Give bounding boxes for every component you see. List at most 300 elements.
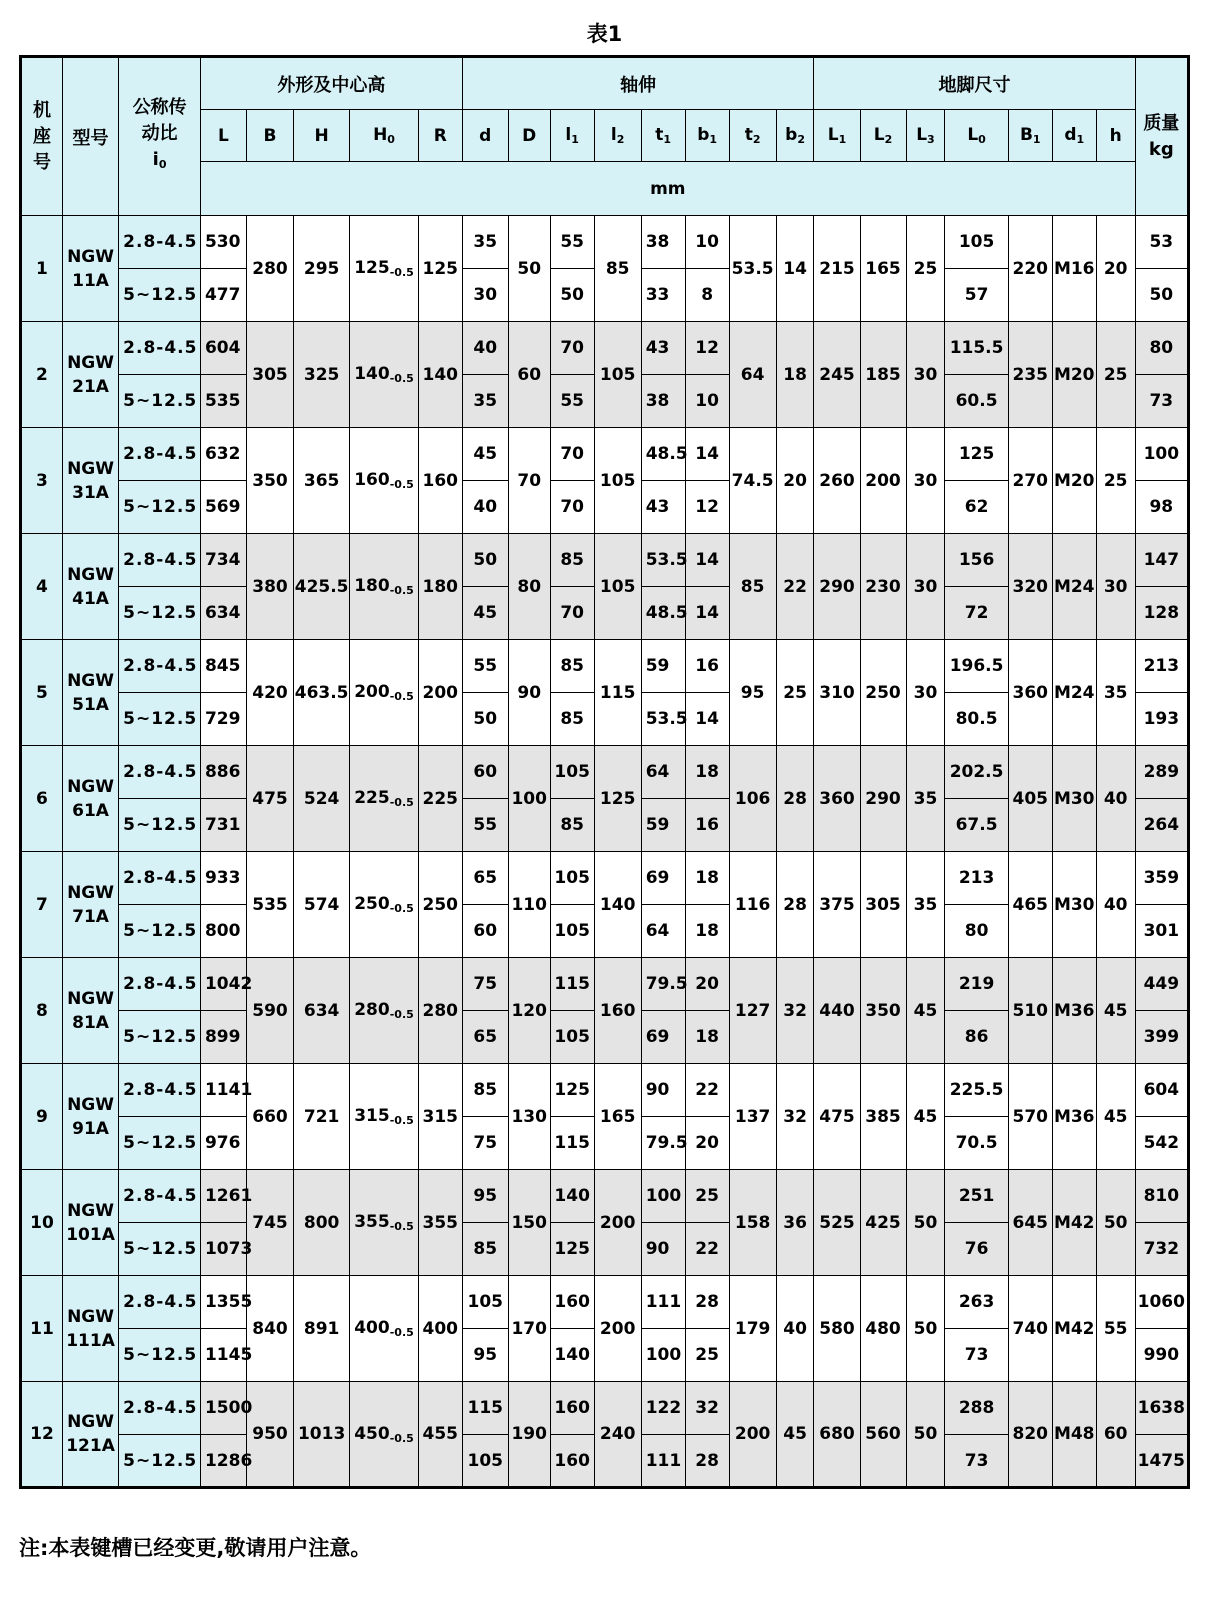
R-cell: 400 bbox=[418, 1276, 462, 1382]
b1-cell: 12 bbox=[685, 481, 729, 534]
L-cell: 899 bbox=[200, 1011, 246, 1064]
group-shape-header: 外形及中心高 bbox=[200, 57, 462, 110]
L-cell: 1500 bbox=[200, 1382, 246, 1435]
l1-cell: 70 bbox=[550, 587, 594, 640]
mass-cell: 604 bbox=[1135, 1064, 1188, 1117]
L3-cell: 30 bbox=[906, 640, 945, 746]
b2-cell: 36 bbox=[776, 1170, 814, 1276]
L-cell: 530 bbox=[200, 216, 246, 269]
L2-cell: 480 bbox=[860, 1276, 906, 1382]
d-cell: 75 bbox=[462, 1117, 508, 1170]
L0-cell: 73 bbox=[945, 1329, 1008, 1382]
L-cell: 933 bbox=[200, 852, 246, 905]
col-header: $b_2$ bbox=[776, 110, 814, 162]
b1-cell: 22 bbox=[685, 1064, 729, 1117]
L3-cell: 35 bbox=[906, 746, 945, 852]
l1-cell: 140 bbox=[550, 1329, 594, 1382]
model-cell: NGW 111A bbox=[62, 1276, 118, 1382]
mass-cell: 449 bbox=[1135, 958, 1188, 1011]
d-cell: 60 bbox=[462, 905, 508, 958]
b2-cell: 20 bbox=[776, 428, 814, 534]
unit-header: mm bbox=[200, 162, 1135, 216]
mass-cell: 264 bbox=[1135, 799, 1188, 852]
mass-cell: 53 bbox=[1135, 216, 1188, 269]
b1-cell: 28 bbox=[685, 1276, 729, 1329]
R-cell: 140 bbox=[418, 322, 462, 428]
model-cell: NGW 121A bbox=[62, 1382, 118, 1488]
mass-cell: 147 bbox=[1135, 534, 1188, 587]
mass-cell: 289 bbox=[1135, 746, 1188, 799]
l2-cell: 140 bbox=[594, 852, 641, 958]
model-cell: NGW 61A bbox=[62, 746, 118, 852]
B1-cell: 740 bbox=[1008, 1276, 1052, 1382]
H0-cell: $250_{-0.5}$ bbox=[350, 852, 419, 958]
b1-cell: 14 bbox=[685, 428, 729, 481]
seat-cell: 9 bbox=[21, 1064, 63, 1170]
L0-cell: 80.5 bbox=[945, 693, 1008, 746]
l2-cell: 200 bbox=[594, 1276, 641, 1382]
b1-cell: 25 bbox=[685, 1170, 729, 1223]
L-cell: 604 bbox=[200, 322, 246, 375]
h-cell: 40 bbox=[1096, 746, 1135, 852]
L3-cell: 45 bbox=[906, 958, 945, 1064]
b1-cell: 20 bbox=[685, 958, 729, 1011]
mass-cell: 213 bbox=[1135, 640, 1188, 693]
t1-cell: 100 bbox=[641, 1170, 685, 1223]
t2-cell: 95 bbox=[729, 640, 776, 746]
mass-cell: 1638 bbox=[1135, 1382, 1188, 1435]
mass-cell: 193 bbox=[1135, 693, 1188, 746]
col-header: $t_1$ bbox=[641, 110, 685, 162]
L0-cell: 57 bbox=[945, 269, 1008, 322]
H-cell: 634 bbox=[294, 958, 350, 1064]
L0-cell: 115.5 bbox=[945, 322, 1008, 375]
L2-cell: 185 bbox=[860, 322, 906, 428]
t1-cell: 100 bbox=[641, 1329, 685, 1382]
H0-cell: $280_{-0.5}$ bbox=[350, 958, 419, 1064]
H-cell: 721 bbox=[294, 1064, 350, 1170]
l2-cell: 125 bbox=[594, 746, 641, 852]
model-header: 型号 bbox=[62, 57, 118, 216]
model-cell: NGW 31A bbox=[62, 428, 118, 534]
seat-cell: 12 bbox=[21, 1382, 63, 1488]
table-row bbox=[21, 1064, 1189, 1117]
D-cell: 190 bbox=[508, 1382, 550, 1488]
b1-cell: 10 bbox=[685, 375, 729, 428]
t1-cell: 69 bbox=[641, 852, 685, 905]
B-cell: 535 bbox=[246, 852, 293, 958]
col-header: $b_1$ bbox=[685, 110, 729, 162]
b2-cell: 32 bbox=[776, 958, 814, 1064]
b1-cell: 32 bbox=[685, 1382, 729, 1435]
mass-cell: 1475 bbox=[1135, 1435, 1188, 1488]
L3-cell: 50 bbox=[906, 1382, 945, 1488]
B-cell: 280 bbox=[246, 216, 293, 322]
mass-cell: 301 bbox=[1135, 905, 1188, 958]
mass-cell: 542 bbox=[1135, 1117, 1188, 1170]
L0-cell: 125 bbox=[945, 428, 1008, 481]
seat-header: 机 座 号 bbox=[21, 57, 63, 216]
D-cell: 110 bbox=[508, 852, 550, 958]
b1-cell: 14 bbox=[685, 587, 729, 640]
L0-cell: 67.5 bbox=[945, 799, 1008, 852]
L0-cell: 251 bbox=[945, 1170, 1008, 1223]
t1-cell: 79.5 bbox=[641, 958, 685, 1011]
L0-cell: 80 bbox=[945, 905, 1008, 958]
b1-cell: 20 bbox=[685, 1117, 729, 1170]
b1-cell: 14 bbox=[685, 693, 729, 746]
H0-cell: $225_{-0.5}$ bbox=[350, 746, 419, 852]
l1-cell: 85 bbox=[550, 534, 594, 587]
table-row bbox=[21, 746, 1189, 799]
L2-cell: 250 bbox=[860, 640, 906, 746]
l1-cell: 160 bbox=[550, 1276, 594, 1329]
L3-cell: 30 bbox=[906, 534, 945, 640]
h-cell: 40 bbox=[1096, 852, 1135, 958]
b1-cell: 18 bbox=[685, 746, 729, 799]
L1-cell: 310 bbox=[814, 640, 860, 746]
L2-cell: 165 bbox=[860, 216, 906, 322]
table-row bbox=[21, 852, 1189, 905]
h-cell: 30 bbox=[1096, 534, 1135, 640]
d-cell: 55 bbox=[462, 640, 508, 693]
l1-cell: 55 bbox=[550, 375, 594, 428]
t2-cell: 116 bbox=[729, 852, 776, 958]
t1-cell: 90 bbox=[641, 1223, 685, 1276]
table-row bbox=[21, 1382, 1189, 1435]
h-cell: 25 bbox=[1096, 428, 1135, 534]
L0-cell: 196.5 bbox=[945, 640, 1008, 693]
table-header bbox=[21, 57, 1189, 216]
L1-cell: 680 bbox=[814, 1382, 860, 1488]
t1-cell: 53.5 bbox=[641, 693, 685, 746]
t1-cell: 33 bbox=[641, 269, 685, 322]
R-cell: 200 bbox=[418, 640, 462, 746]
R-cell: 160 bbox=[418, 428, 462, 534]
l1-cell: 105 bbox=[550, 1011, 594, 1064]
h-cell: 35 bbox=[1096, 640, 1135, 746]
L1-cell: 260 bbox=[814, 428, 860, 534]
d1-cell: M24 bbox=[1052, 640, 1096, 746]
L0-cell: 219 bbox=[945, 958, 1008, 1011]
L-cell: 800 bbox=[200, 905, 246, 958]
l1-cell: 125 bbox=[550, 1223, 594, 1276]
ratio-cell: 5~12.5 bbox=[119, 1011, 201, 1064]
L-cell: 634 bbox=[200, 587, 246, 640]
seat-cell: 11 bbox=[21, 1276, 63, 1382]
L-cell: 731 bbox=[200, 799, 246, 852]
model-cell: NGW 11A bbox=[62, 216, 118, 322]
L3-cell: 30 bbox=[906, 428, 945, 534]
ratio-cell: 2.8-4.5 bbox=[119, 322, 201, 375]
D-cell: 130 bbox=[508, 1064, 550, 1170]
L-cell: 569 bbox=[200, 481, 246, 534]
ratio-cell: 2.8-4.5 bbox=[119, 1064, 201, 1117]
H0-cell: $400_{-0.5}$ bbox=[350, 1276, 419, 1382]
L1-cell: 375 bbox=[814, 852, 860, 958]
t2-cell: 74.5 bbox=[729, 428, 776, 534]
h-cell: 60 bbox=[1096, 1382, 1135, 1488]
d-cell: 50 bbox=[462, 534, 508, 587]
b1-cell: 25 bbox=[685, 1329, 729, 1382]
R-cell: 250 bbox=[418, 852, 462, 958]
mass-cell: 73 bbox=[1135, 375, 1188, 428]
B-cell: 350 bbox=[246, 428, 293, 534]
L0-cell: 156 bbox=[945, 534, 1008, 587]
ratio-cell: 5~12.5 bbox=[119, 587, 201, 640]
model-cell: NGW 101A bbox=[62, 1170, 118, 1276]
L-cell: 734 bbox=[200, 534, 246, 587]
B1-cell: 645 bbox=[1008, 1170, 1052, 1276]
L0-cell: 288 bbox=[945, 1382, 1008, 1435]
t1-cell: 38 bbox=[641, 216, 685, 269]
seat-cell: 7 bbox=[21, 852, 63, 958]
ratio-cell: 2.8-4.5 bbox=[119, 1170, 201, 1223]
mass-cell: 810 bbox=[1135, 1170, 1188, 1223]
R-cell: 315 bbox=[418, 1064, 462, 1170]
col-header: $L_2$ bbox=[860, 110, 906, 162]
table-row bbox=[21, 322, 1189, 375]
ratio-cell: 2.8-4.5 bbox=[119, 746, 201, 799]
t2-cell: 200 bbox=[729, 1382, 776, 1488]
l2-cell: 165 bbox=[594, 1064, 641, 1170]
col-header: D bbox=[508, 110, 550, 162]
H-cell: 365 bbox=[294, 428, 350, 534]
d-cell: 50 bbox=[462, 693, 508, 746]
ratio-cell: 2.8-4.5 bbox=[119, 1276, 201, 1329]
L2-cell: 560 bbox=[860, 1382, 906, 1488]
ratio-cell: 5~12.5 bbox=[119, 799, 201, 852]
table-row bbox=[21, 640, 1189, 693]
d-cell: 95 bbox=[462, 1329, 508, 1382]
d-cell: 85 bbox=[462, 1223, 508, 1276]
H0-cell: $160_{-0.5}$ bbox=[350, 428, 419, 534]
seat-cell: 6 bbox=[21, 746, 63, 852]
d-cell: 85 bbox=[462, 1064, 508, 1117]
R-cell: 180 bbox=[418, 534, 462, 640]
h-cell: 20 bbox=[1096, 216, 1135, 322]
B1-cell: 405 bbox=[1008, 746, 1052, 852]
b1-cell: 18 bbox=[685, 905, 729, 958]
model-cell: NGW 71A bbox=[62, 852, 118, 958]
d-cell: 75 bbox=[462, 958, 508, 1011]
mass-cell: 80 bbox=[1135, 322, 1188, 375]
H-cell: 891 bbox=[294, 1276, 350, 1382]
model-cell: NGW 91A bbox=[62, 1064, 118, 1170]
d1-cell: M48 bbox=[1052, 1382, 1096, 1488]
H-cell: 295 bbox=[294, 216, 350, 322]
B-cell: 420 bbox=[246, 640, 293, 746]
mass-cell: 359 bbox=[1135, 852, 1188, 905]
t1-cell: 64 bbox=[641, 905, 685, 958]
L-cell: 1073 bbox=[200, 1223, 246, 1276]
col-header: $L_3$ bbox=[906, 110, 945, 162]
L0-cell: 76 bbox=[945, 1223, 1008, 1276]
t1-cell: 90 bbox=[641, 1064, 685, 1117]
H-cell: 1013 bbox=[294, 1382, 350, 1488]
b2-cell: 28 bbox=[776, 746, 814, 852]
L0-cell: 213 bbox=[945, 852, 1008, 905]
d-cell: 60 bbox=[462, 746, 508, 799]
seat-cell: 10 bbox=[21, 1170, 63, 1276]
l2-cell: 105 bbox=[594, 428, 641, 534]
L1-cell: 245 bbox=[814, 322, 860, 428]
model-cell: NGW 81A bbox=[62, 958, 118, 1064]
L-cell: 632 bbox=[200, 428, 246, 481]
b1-cell: 18 bbox=[685, 1011, 729, 1064]
ratio-cell: 2.8-4.5 bbox=[119, 958, 201, 1011]
l2-cell: 240 bbox=[594, 1382, 641, 1488]
col-header: d bbox=[462, 110, 508, 162]
B1-cell: 235 bbox=[1008, 322, 1052, 428]
L2-cell: 385 bbox=[860, 1064, 906, 1170]
R-cell: 125 bbox=[418, 216, 462, 322]
L-cell: 1286 bbox=[200, 1435, 246, 1488]
ratio-cell: 5~12.5 bbox=[119, 1223, 201, 1276]
ratio-cell: 2.8-4.5 bbox=[119, 534, 201, 587]
B1-cell: 465 bbox=[1008, 852, 1052, 958]
b1-cell: 14 bbox=[685, 534, 729, 587]
table-row bbox=[21, 428, 1189, 481]
seat-cell: 5 bbox=[21, 640, 63, 746]
col-header: $B_1$ bbox=[1008, 110, 1052, 162]
t1-cell: 48.5 bbox=[641, 428, 685, 481]
model-cell: NGW 51A bbox=[62, 640, 118, 746]
b1-cell: 28 bbox=[685, 1435, 729, 1488]
col-header: B bbox=[246, 110, 293, 162]
B1-cell: 320 bbox=[1008, 534, 1052, 640]
ratio-cell: 2.8-4.5 bbox=[119, 216, 201, 269]
l1-cell: 70 bbox=[550, 481, 594, 534]
B1-cell: 360 bbox=[1008, 640, 1052, 746]
L-cell: 886 bbox=[200, 746, 246, 799]
ratio-cell: 5~12.5 bbox=[119, 1329, 201, 1382]
d1-cell: M42 bbox=[1052, 1276, 1096, 1382]
d1-cell: M20 bbox=[1052, 428, 1096, 534]
L0-cell: 202.5 bbox=[945, 746, 1008, 799]
l1-cell: 105 bbox=[550, 905, 594, 958]
d-cell: 105 bbox=[462, 1435, 508, 1488]
R-cell: 355 bbox=[418, 1170, 462, 1276]
d1-cell: M36 bbox=[1052, 958, 1096, 1064]
t2-cell: 158 bbox=[729, 1170, 776, 1276]
table-row bbox=[21, 1170, 1189, 1223]
L0-cell: 60.5 bbox=[945, 375, 1008, 428]
table-row bbox=[21, 958, 1189, 1011]
D-cell: 90 bbox=[508, 640, 550, 746]
L3-cell: 35 bbox=[906, 852, 945, 958]
t1-cell: 59 bbox=[641, 799, 685, 852]
D-cell: 100 bbox=[508, 746, 550, 852]
L3-cell: 50 bbox=[906, 1170, 945, 1276]
L-cell: 1042 bbox=[200, 958, 246, 1011]
H0-cell: $315_{-0.5}$ bbox=[350, 1064, 419, 1170]
D-cell: 80 bbox=[508, 534, 550, 640]
l1-cell: 85 bbox=[550, 799, 594, 852]
b2-cell: 40 bbox=[776, 1276, 814, 1382]
ratio-cell: 5~12.5 bbox=[119, 693, 201, 746]
H-cell: 425.5 bbox=[294, 534, 350, 640]
b1-cell: 22 bbox=[685, 1223, 729, 1276]
L-cell: 477 bbox=[200, 269, 246, 322]
t1-cell: 111 bbox=[641, 1276, 685, 1329]
B-cell: 840 bbox=[246, 1276, 293, 1382]
L3-cell: 50 bbox=[906, 1276, 945, 1382]
l2-cell: 105 bbox=[594, 534, 641, 640]
table-row bbox=[21, 534, 1189, 587]
table-note: 注:本表键槽已经变更,敬请用户注意。 bbox=[19, 1536, 372, 1560]
col-header: $l_1$ bbox=[550, 110, 594, 162]
ratio-cell: 2.8-4.5 bbox=[119, 428, 201, 481]
b1-cell: 16 bbox=[685, 799, 729, 852]
l2-cell: 105 bbox=[594, 322, 641, 428]
H-cell: 463.5 bbox=[294, 640, 350, 746]
L-cell: 535 bbox=[200, 375, 246, 428]
b2-cell: 14 bbox=[776, 216, 814, 322]
mass-cell: 732 bbox=[1135, 1223, 1188, 1276]
reducer-spec-table bbox=[19, 55, 1190, 1489]
d-cell: 55 bbox=[462, 799, 508, 852]
B-cell: 590 bbox=[246, 958, 293, 1064]
D-cell: 150 bbox=[508, 1170, 550, 1276]
col-header: $d_1$ bbox=[1052, 110, 1096, 162]
l1-cell: 140 bbox=[550, 1170, 594, 1223]
L3-cell: 45 bbox=[906, 1064, 945, 1170]
L0-cell: 72 bbox=[945, 587, 1008, 640]
t2-cell: 64 bbox=[729, 322, 776, 428]
d-cell: 40 bbox=[462, 481, 508, 534]
t2-cell: 53.5 bbox=[729, 216, 776, 322]
L-cell: 976 bbox=[200, 1117, 246, 1170]
L1-cell: 440 bbox=[814, 958, 860, 1064]
L-cell: 845 bbox=[200, 640, 246, 693]
t1-cell: 69 bbox=[641, 1011, 685, 1064]
table-row bbox=[21, 1276, 1189, 1329]
D-cell: 50 bbox=[508, 216, 550, 322]
H0-cell: $200_{-0.5}$ bbox=[350, 640, 419, 746]
L-cell: 1141 bbox=[200, 1064, 246, 1117]
H0-cell: $125_{-0.5}$ bbox=[350, 216, 419, 322]
H-cell: 574 bbox=[294, 852, 350, 958]
l1-cell: 50 bbox=[550, 269, 594, 322]
L-cell: 729 bbox=[200, 693, 246, 746]
mass-cell: 990 bbox=[1135, 1329, 1188, 1382]
H0-cell: $450_{-0.5}$ bbox=[350, 1382, 419, 1488]
t1-cell: 53.5 bbox=[641, 534, 685, 587]
d1-cell: M20 bbox=[1052, 322, 1096, 428]
b1-cell: 12 bbox=[685, 322, 729, 375]
L3-cell: 30 bbox=[906, 322, 945, 428]
t1-cell: 111 bbox=[641, 1435, 685, 1488]
L-cell: 1355 bbox=[200, 1276, 246, 1329]
B1-cell: 820 bbox=[1008, 1382, 1052, 1488]
group-foot-header: 地脚尺寸 bbox=[814, 57, 1135, 110]
ratio-cell: 2.8-4.5 bbox=[119, 1382, 201, 1435]
seat-cell: 4 bbox=[21, 534, 63, 640]
l1-cell: 160 bbox=[550, 1382, 594, 1435]
group-shaft-header: 轴伸 bbox=[462, 57, 814, 110]
B-cell: 950 bbox=[246, 1382, 293, 1488]
L2-cell: 425 bbox=[860, 1170, 906, 1276]
H-cell: 325 bbox=[294, 322, 350, 428]
l1-cell: 55 bbox=[550, 216, 594, 269]
L0-cell: 263 bbox=[945, 1276, 1008, 1329]
ratio-header: 公称传 动比 $i_0$ bbox=[119, 57, 201, 216]
b2-cell: 18 bbox=[776, 322, 814, 428]
L2-cell: 200 bbox=[860, 428, 906, 534]
d-cell: 65 bbox=[462, 1011, 508, 1064]
h-cell: 50 bbox=[1096, 1170, 1135, 1276]
